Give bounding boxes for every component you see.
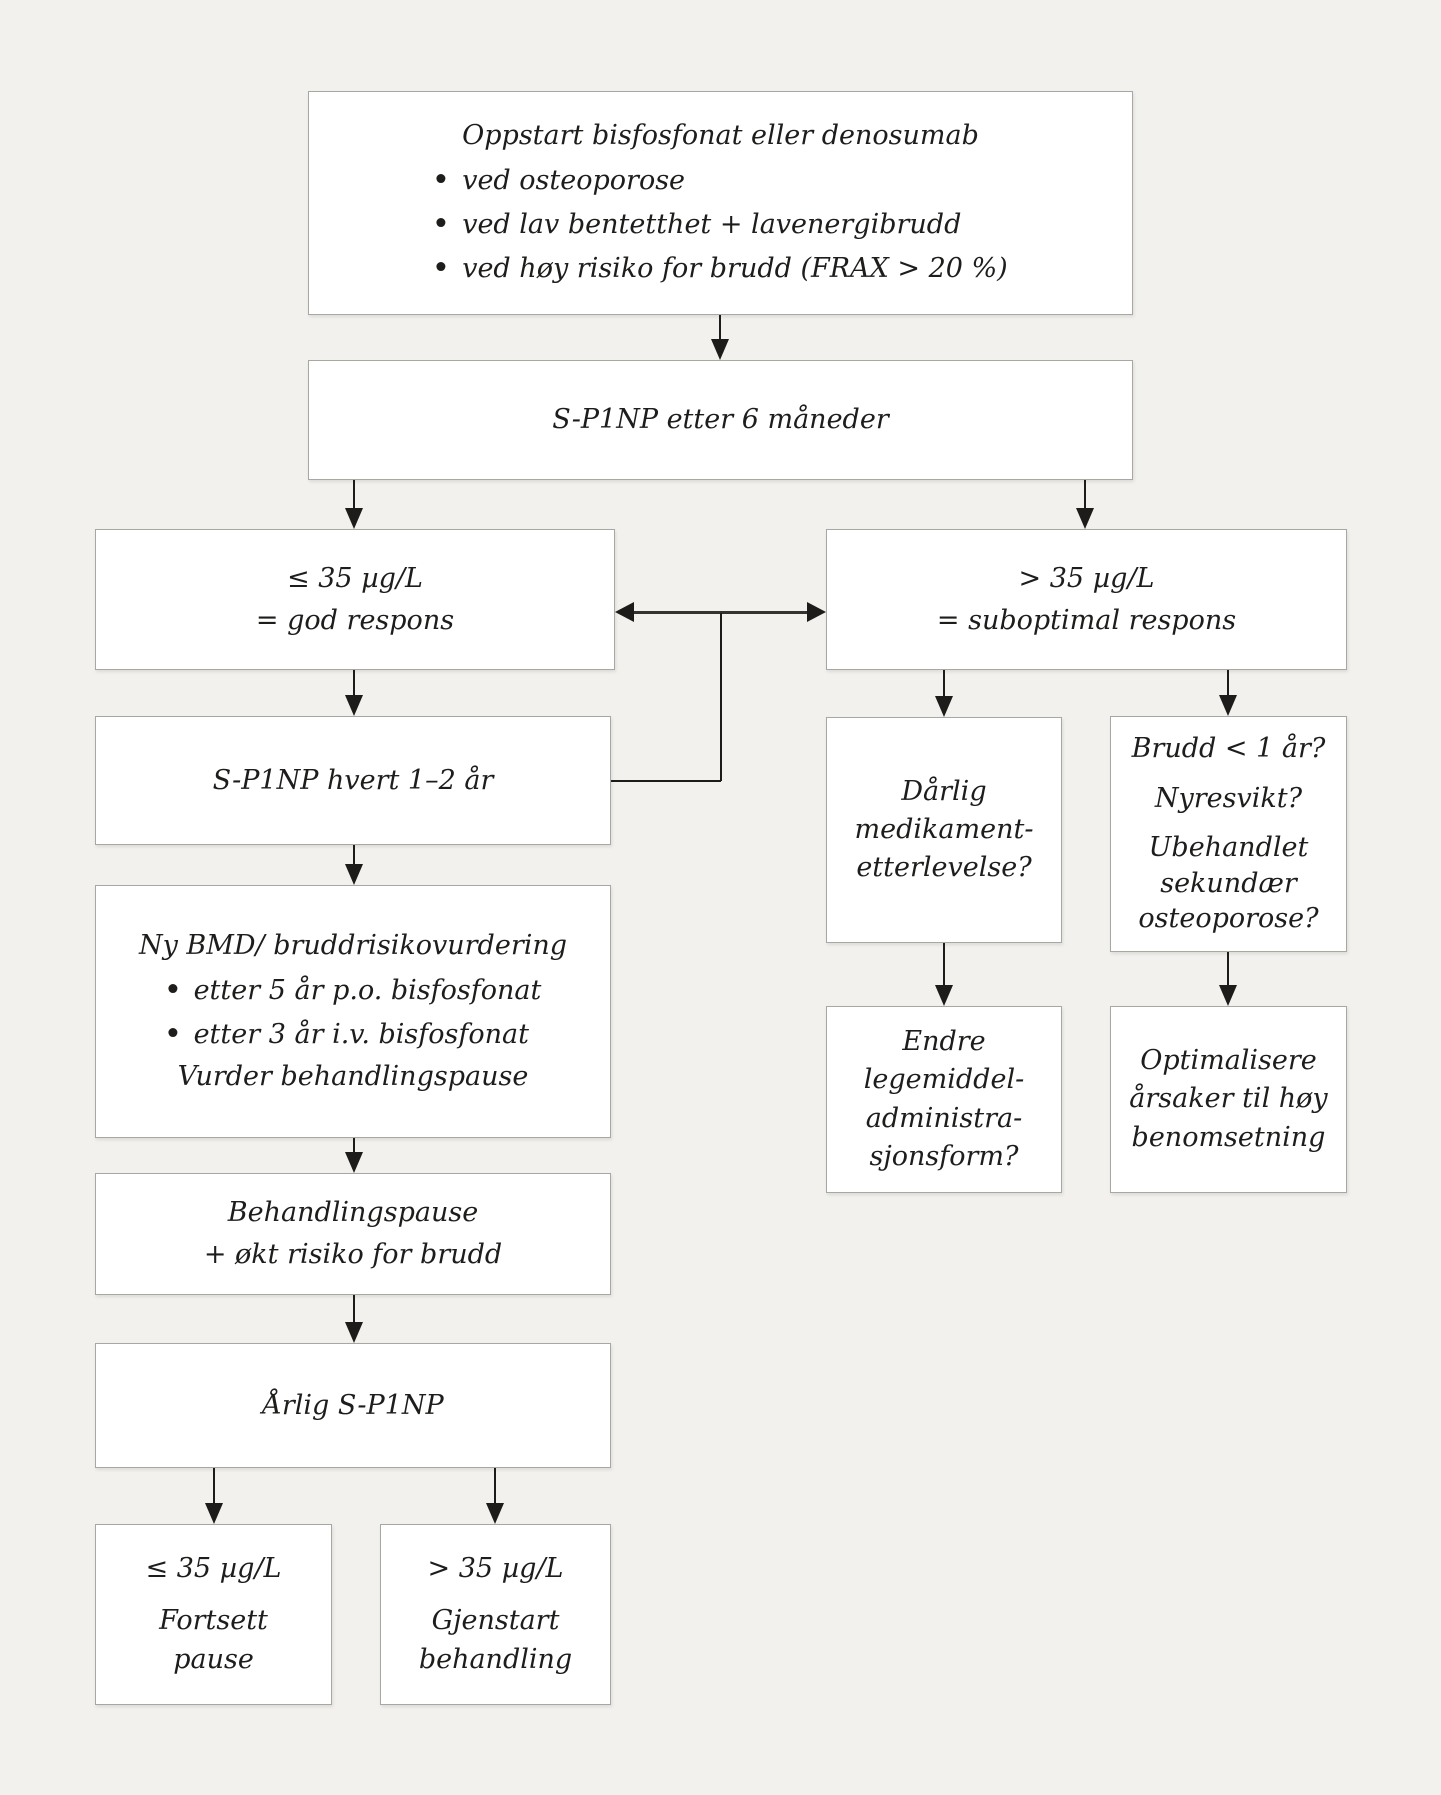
node-gjenstart-behandling-line1: Gjenstart: [431, 1605, 560, 1637]
arrowhead-down-icon: [1076, 508, 1094, 529]
arrowhead-down-icon: [205, 1503, 223, 1524]
bullet-icon: •: [163, 1016, 182, 1052]
node-oppstart: [308, 91, 1133, 315]
node-gjenstart-behandling: [380, 1524, 611, 1705]
node-fortsett-pause-value: ≤ 35 µg/L: [145, 1553, 282, 1584]
node-suboptimal-respons-label: = suboptimal respons: [936, 604, 1237, 636]
arrowhead-down-icon: [711, 339, 729, 360]
bullet-icon: •: [432, 206, 451, 243]
bullet-text: etter 5 år p.o. bisfosfonat: [193, 974, 542, 1006]
arrowhead-right-icon: [807, 602, 826, 622]
node-god-respons-label: = god respons: [255, 604, 455, 636]
node-god-respons-value: ≤ 35 µg/L: [286, 562, 423, 594]
arrow-line-p1np6mnd-to-suboptimal-respons: [1084, 480, 1086, 510]
node-brudd-sjekk-q1: Brudd < 1 år?: [1131, 732, 1326, 764]
node-suboptimal-respons-value: > 35 µg/L: [1018, 562, 1155, 594]
node-god-respons: [95, 529, 615, 670]
bullet-icon: •: [432, 162, 451, 199]
node-endre-administrasjon: [826, 1006, 1062, 1193]
node-endre-administrasjon-line1: Endre: [902, 1025, 986, 1057]
node-optimalisere-line1: Optimalisere: [1140, 1045, 1317, 1076]
node-daarlig-etterlevelse-line2: medikament-: [854, 813, 1034, 845]
node-endre-administrasjon-line3: administra-: [865, 1102, 1023, 1134]
node-oppstart-bullet-list: [433, 159, 1007, 290]
node-suboptimal-respons: [826, 529, 1347, 670]
node-optimalisere-line3: benomsetning: [1131, 1121, 1326, 1153]
node-behandlingspause: [95, 1173, 611, 1295]
arrowhead-down-icon: [345, 508, 363, 529]
node-behandlingspause-line2: + økt risiko for brudd: [203, 1239, 503, 1270]
node-p1np-1-2-aar: [95, 716, 611, 845]
arrow-line-p1np-1-2-aar-to-bmd: [353, 845, 355, 865]
bullet-text: etter 3 år i.v. bisfosfonat: [193, 1018, 529, 1050]
node-fortsett-pause-line1: Fortsett: [159, 1605, 268, 1637]
connector-line-horizontal-to-p1np-1-2-aar: [611, 780, 721, 782]
node-behandlingspause-line1: Behandlingspause: [227, 1197, 479, 1229]
arrowhead-down-icon: [935, 696, 953, 717]
arrowhead-down-icon: [345, 864, 363, 885]
node-aarlig-p1np-label: Årlig S-P1NP: [262, 1389, 444, 1421]
node-brudd-sjekk-q3: Ubehandlet sekundær osteoporose?: [1138, 832, 1319, 935]
arrow-line-god-respons-to-p1np-1-2-aar: [353, 670, 355, 697]
bullet-item: [433, 247, 1007, 291]
node-p1np-6mnd-label: S-P1NP etter 6 måneder: [552, 404, 889, 436]
arrowhead-down-icon: [935, 985, 953, 1006]
node-optimalisere: [1110, 1006, 1347, 1193]
node-fortsett-pause: [95, 1524, 332, 1705]
arrow-line-behandlingspause-to-aarlig-p1np: [353, 1295, 355, 1324]
node-gjenstart-behandling-line2: behandling: [418, 1643, 573, 1675]
connector-line-vertical-to-p1np-1-2-aar: [720, 613, 722, 781]
node-endre-administrasjon-line4: sjonsform?: [869, 1140, 1019, 1172]
arrowhead-down-icon: [1219, 985, 1237, 1006]
arrowhead-down-icon: [345, 1322, 363, 1343]
bullet-text: ved høy risiko for brudd (FRAX > 20 %): [462, 252, 1008, 284]
node-brudd-sjekk-q2: Nyresvikt?: [1154, 782, 1303, 814]
node-bmd-vurdering: [95, 885, 611, 1138]
arrowhead-down-icon: [345, 1152, 363, 1173]
arrow-line-suboptimal-to-daarlig-etterlevelse: [943, 670, 945, 698]
bullet-text: ved lav bentetthet + lavenergibrudd: [462, 209, 962, 241]
arrow-line-suboptimal-to-brudd-sjekk: [1227, 670, 1229, 697]
arrow-line-oppstart-to-p1np6mnd: [719, 315, 721, 342]
arrowhead-down-icon: [1219, 695, 1237, 716]
bullet-text: ved osteoporose: [462, 165, 686, 197]
node-gjenstart-behandling-value: > 35 µg/L: [427, 1553, 564, 1584]
node-daarlig-etterlevelse-line1: Dårlig: [901, 775, 987, 807]
node-p1np-6mnd: [308, 360, 1133, 480]
node-daarlig-etterlevelse-line3: etterlevelse?: [856, 852, 1032, 884]
arrow-line-aarlig-to-fortsett-pause: [213, 1468, 215, 1505]
node-p1np-1-2-aar-label: S-P1NP hvert 1–2 år: [212, 764, 494, 796]
node-daarlig-etterlevelse: [826, 717, 1062, 943]
bullet-icon: •: [432, 250, 451, 287]
arrow-line-p1np6mnd-to-god-respons: [353, 480, 355, 510]
arrowhead-down-icon: [486, 1503, 504, 1524]
bullet-item: [433, 203, 1007, 247]
arrow-line-aarlig-to-gjenstart-behandling: [494, 1468, 496, 1505]
node-brudd-sjekk: [1110, 716, 1347, 952]
arrowhead-left-icon: [615, 602, 634, 622]
node-bmd-title: Ny BMD/ bruddrisikovurdering: [138, 929, 568, 961]
bullet-item: [165, 1013, 542, 1057]
bullet-item: [165, 969, 542, 1013]
node-aarlig-p1np: [95, 1343, 611, 1468]
node-optimalisere-line2: årsaker til høy: [1129, 1083, 1328, 1115]
node-endre-administrasjon-line2: legemiddel-: [863, 1064, 1025, 1096]
arrow-line-brudd-to-optimalisere: [1227, 952, 1229, 987]
bullet-icon: •: [163, 972, 182, 1009]
arrow-line-daarlig-to-endre-administrasjon: [943, 943, 945, 987]
arrowhead-down-icon: [345, 695, 363, 716]
node-bmd-bullet-list: [165, 969, 542, 1056]
node-bmd-footer: Vurder behandlingspause: [177, 1061, 529, 1093]
node-oppstart-title: Oppstart bisfosfonat eller denosumab: [462, 120, 979, 152]
node-fortsett-pause-line2: pause: [173, 1643, 254, 1675]
bullet-item: [433, 159, 1007, 203]
